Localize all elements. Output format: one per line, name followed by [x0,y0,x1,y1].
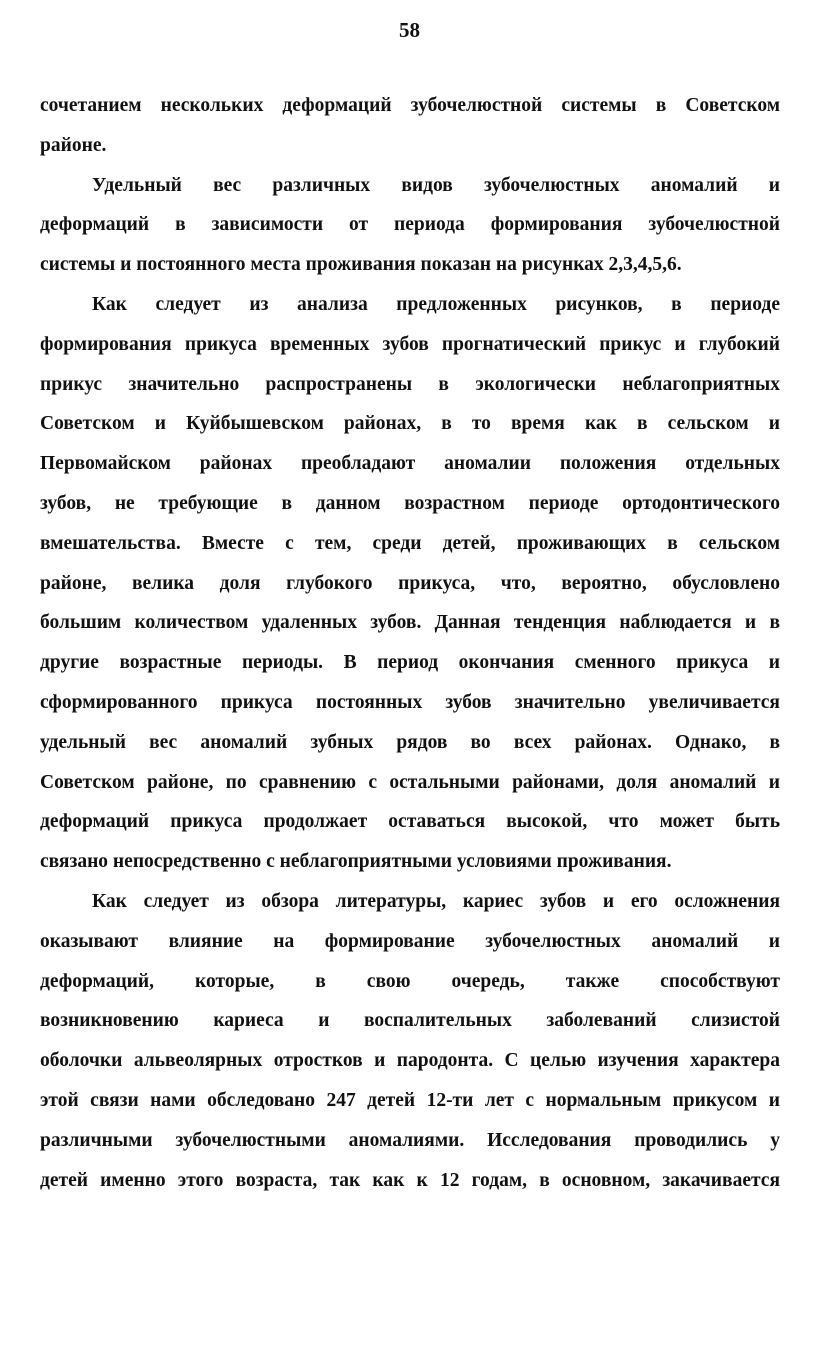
text-line: оболочки альвеолярных отростков и пародонта. С целью изучения характера [40,1050,780,1072]
text-line: деформаций прикуса продолжает оставаться высокой, что может быть [40,811,780,833]
text-line: удельный вес аномалий зубных рядов во всех районах. Однако, в [40,731,780,753]
text-line: системы и постоянного места проживания показан на рисунках 2,3,4,5,6. [40,254,682,276]
text-line: Как следует из обзора литературы, кариес зубов и его осложнения [92,890,780,912]
text-line: прикус значительно распространены в экологически неблагоприятных [40,373,780,395]
body-text [40,86,780,1200]
text-line: зубов, не требующие в данном возрастном периоде ортодонтического [40,492,780,514]
text-line: районе. [40,134,107,156]
text-line: другие возрастные периоды. В период окончания сменного прикуса и [40,652,780,674]
page-number: 58 [399,18,420,42]
text-line: Советском и Куйбышевском районах, в то время как в сельском и [40,413,780,435]
text-line: районе, велика доля глубокого прикуса, что, вероятно, обусловлено [40,572,780,594]
text-line: связано непосредственно с неблагоприятными условиями проживания. [40,851,672,873]
text-line: детей именно этого возраста, так как к 12 годам, в основном, закачивается [40,1169,780,1191]
text-line: вмешательства. Вместе с тем, среди детей, проживающих в сельском [40,532,780,554]
text-line: этой связи нами обследовано 247 детей 12-ти лет с нормальным прикусом и [40,1089,780,1111]
text-line: сформированного прикуса постоянных зубов значительно увеличивается [40,691,780,713]
text-line: формирования прикуса временных зубов прогнатический прикус и глубокий [40,333,780,355]
text-line: сочетанием нескольких деформаций зубочелюстной системы в Советском [40,95,780,116]
text-line: Первомайском районах преобладают аномалии положения отдельных [40,453,780,475]
text-line: деформаций в зависимости от периода формирования зубочелюстной [40,214,780,236]
text-line: Удельный вес различных видов зубочелюстных аномалий и [92,174,780,196]
text-line: оказывают влияние на формирование зубочелюстных аномалий и [40,930,780,952]
text-line: большим количеством удаленных зубов. Данная тенденция наблюдается и в [40,612,780,634]
text-line: деформаций, которые, в свою очередь, также способствуют [40,970,780,992]
text-line: возникновению кариеса и воспалительных заболеваний слизистой [40,1010,780,1032]
text-line: Советском районе, по сравнению с остальными районами, доля аномалий и [40,771,780,793]
text-line: Как следует из анализа предложенных рисунков, в периоде [92,293,780,315]
text-line: различными зубочелюстными аномалиями. Исследования проводились у [40,1129,780,1151]
